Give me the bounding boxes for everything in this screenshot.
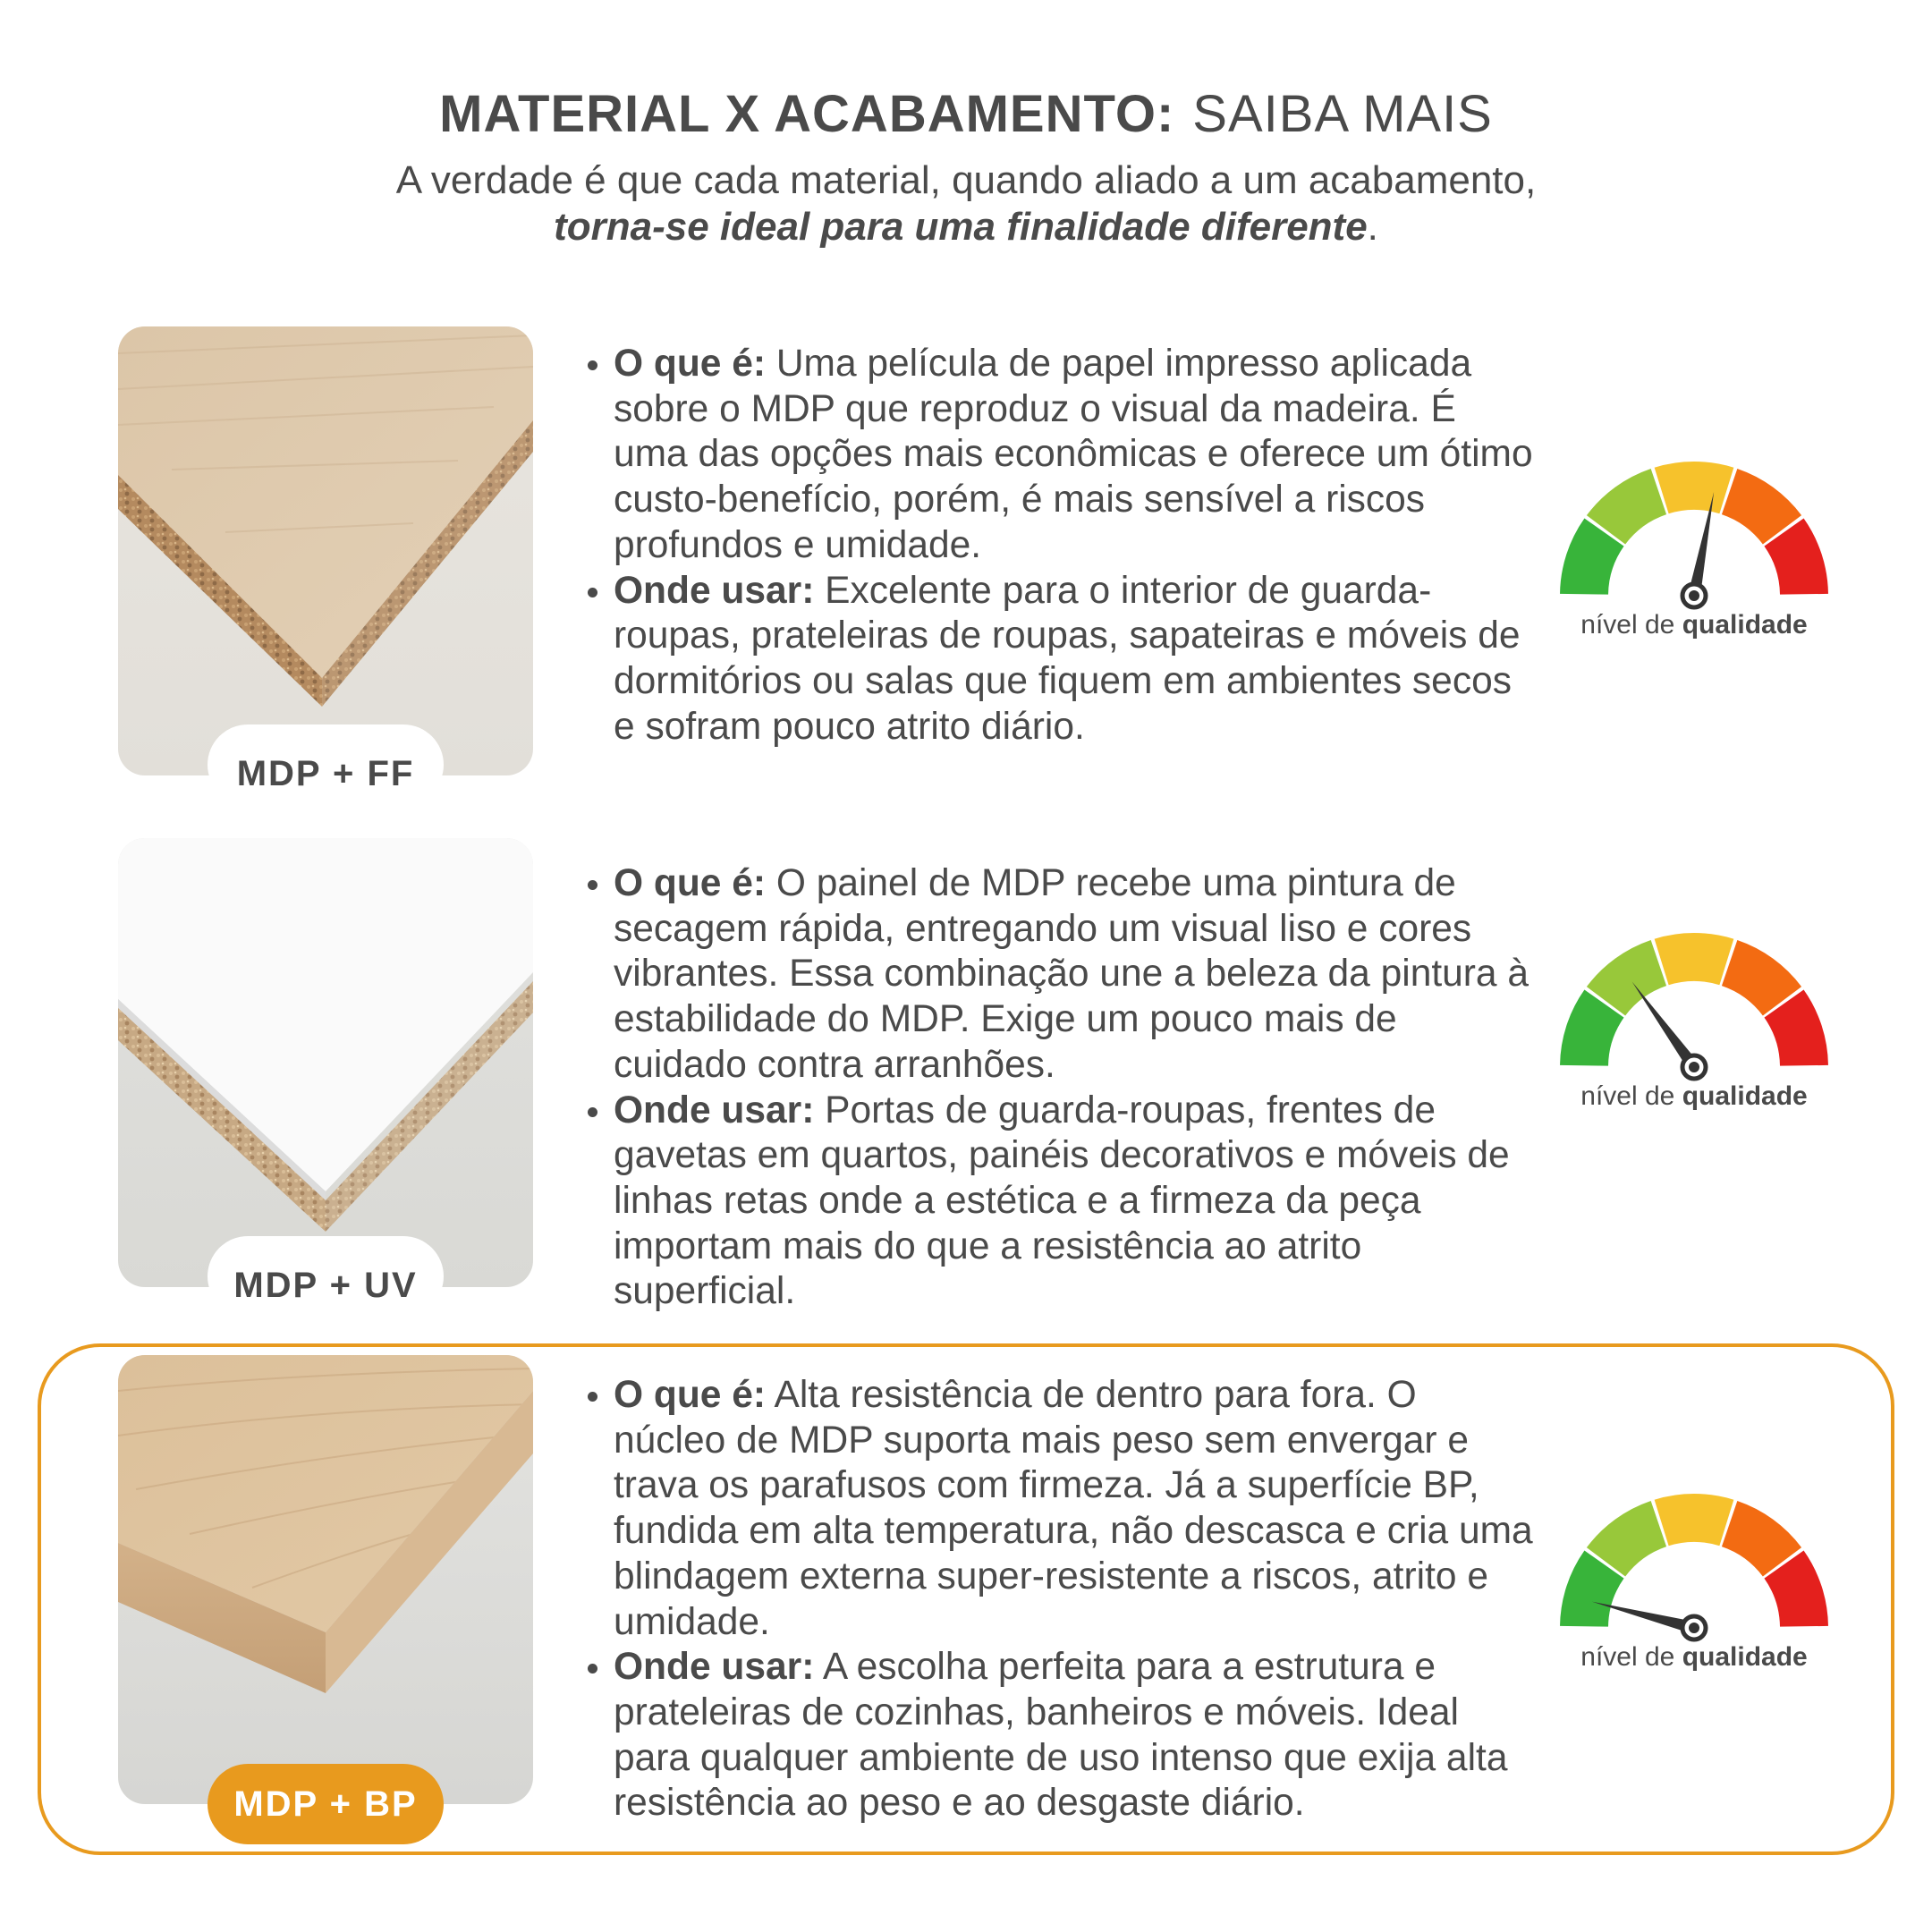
what-is-text: Uma película de papel impresso aplicada sobre o MDP que reproduz o visual da madeira. É uma das opções mais econômicas e oferece um ótimo custo-benefício, porém, é mais sensível a riscos profundos e umidade. (614, 343, 1533, 566)
gauge-dial (1553, 462, 1835, 614)
gauge-segment (1655, 462, 1734, 513)
title-bold: MATERIAL X ACABAMENTO: (439, 85, 1175, 143)
mdp-uv-panel-image (118, 838, 533, 1287)
mdp-ff-description (572, 342, 1538, 750)
what-is-item (614, 861, 1538, 1089)
subtitle-line1: A verdade é que cada material, quando aliado a um acabamento, (395, 158, 1537, 202)
gauge-dial (1553, 933, 1835, 1085)
what-is-label: O que é: (614, 862, 767, 904)
where-to-use-item (614, 1645, 1538, 1826)
what-is-item (614, 342, 1538, 569)
mdp-ff-badge: MDP + FF (208, 724, 444, 805)
what-is-text: O painel de MDP recebe uma pintura de secagem rápida, entregando um visual liso e cores vibrantes. Essa combinação une a beleza da pintura à estabilidade do MDP. Exige um pouco mais de cuidado contra arranhões. (614, 862, 1530, 1086)
subtitle-end: . (1367, 205, 1378, 249)
where-to-use-text: Excelente para o interior de guarda-roupas, prateleiras de roupas, sapateiras e móveis de dormitórios ou salas que fiquem em ambientes secos e sofram pouco atrito diário. (614, 569, 1521, 748)
mdp-ff-quality-gauge (1553, 462, 1835, 640)
where-to-use-label: Onde usar: (614, 1646, 815, 1689)
mdp-uv-description (572, 861, 1538, 1315)
where-to-use-text: A escolha perfeita para a estrutura e prateleiras de cozinhas, banheiros e móveis. Ideal para qualquer ambiente de uso intenso que exija alta resistência ao peso e ao desgaste diário. (614, 1646, 1508, 1825)
mdp-uv-quality-gauge (1553, 933, 1835, 1111)
where-to-use-item (614, 569, 1538, 750)
mdp-uv-badge: MDP + UV (208, 1236, 444, 1317)
gauge-hub-center (1689, 1062, 1699, 1072)
mdp-bp-quality-gauge (1553, 1494, 1835, 1672)
mdp-bp-panel-image (118, 1355, 533, 1804)
gauge-segment (1655, 933, 1734, 985)
gauge-segment (1655, 1494, 1734, 1546)
where-to-use-label: Onde usar: (614, 1089, 815, 1131)
gauge-caption: nível de qualidade (1580, 1642, 1808, 1672)
mdp-ff-panel-image (118, 326, 533, 775)
gauge-caption: nível de qualidade (1580, 610, 1808, 640)
gauge-dial (1553, 1494, 1835, 1646)
what-is-label: O que é: (614, 1374, 767, 1416)
mdp-bp-badge: MDP + BP (208, 1764, 444, 1844)
where-to-use-label: Onde usar: (614, 569, 815, 612)
where-to-use-text: Portas de guarda-roupas, frentes de gavetas em quartos, painéis decorativos e móveis de linhas retas onde a estética e a firmeza da peça importam mais do que a resistência ao atrito superficial. (614, 1089, 1510, 1313)
gauge-hub-center (1689, 590, 1699, 601)
gauge-hub-center (1689, 1623, 1699, 1633)
mdp-bp-description (572, 1373, 1538, 1826)
title-light: SAIBA MAIS (1192, 85, 1493, 143)
what-is-item (614, 1373, 1538, 1645)
page-title (0, 84, 1932, 144)
subtitle-emphasis: torna-se ideal para uma finalidade diferente (554, 205, 1368, 249)
what-is-label: O que é: (614, 343, 767, 385)
page-subtitle (0, 157, 1932, 250)
gauge-caption: nível de qualidade (1580, 1081, 1808, 1111)
where-to-use-item (614, 1089, 1538, 1316)
what-is-text: Alta resistência de dentro para fora. O núcleo de MDP suporta mais peso sem envergar e trava os parafusos com firmeza. Já a superfície BP, fundida em alta temperatura, não descasca e cria uma blindagem externa super-resistente a riscos, atrito e umidade. (614, 1374, 1533, 1643)
